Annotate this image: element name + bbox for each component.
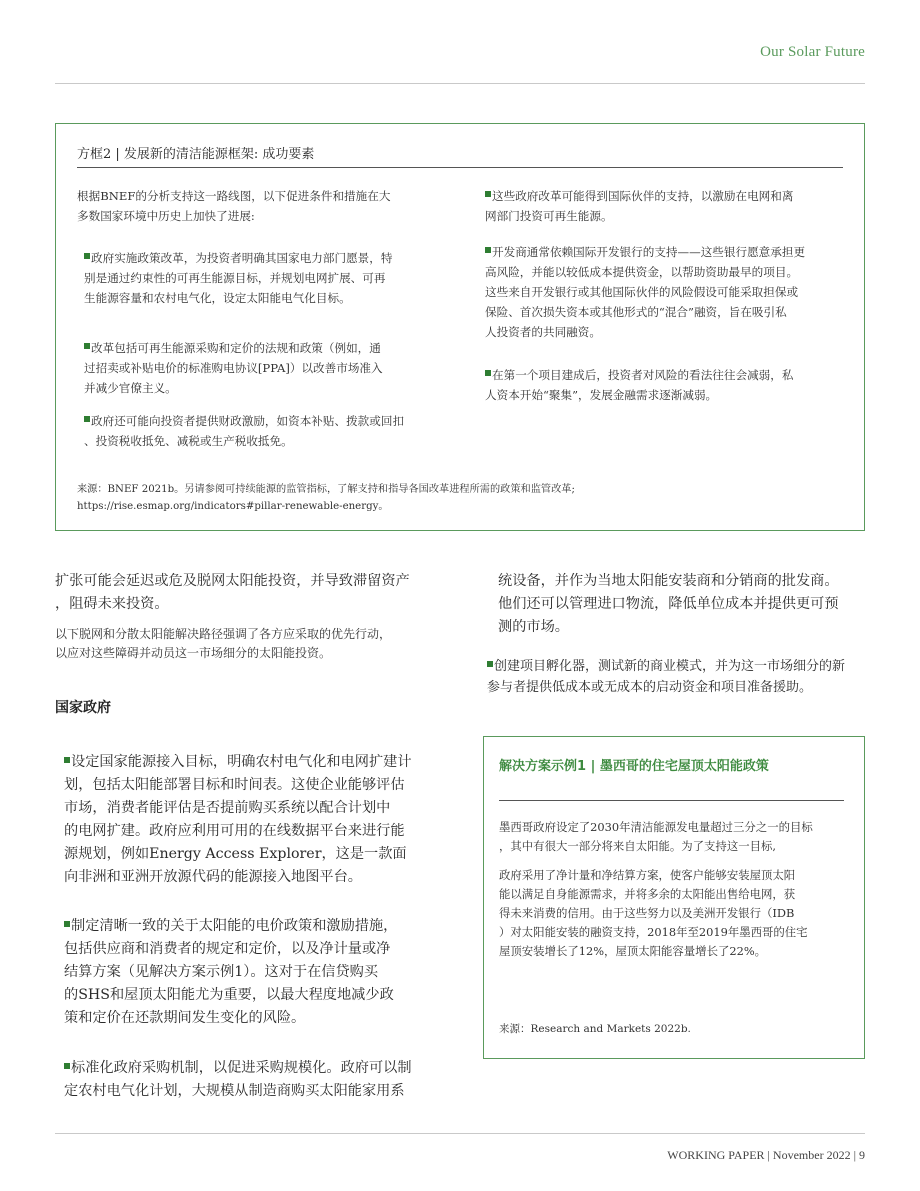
bullet-square-icon bbox=[485, 191, 491, 197]
left-paragraph-2: 以下脱网和分散太阳能解决路径强调了各方应采取的优先行动， 以应对这些障碍并动员这一市场细分的太阳能投资。 bbox=[55, 627, 392, 660]
box2-right-bullet-text: 在第一个项目建成后，投资者对风险的看法往往会减弱，私 人资本开始“聚集”，发展金融需求逐渐减弱。 bbox=[485, 368, 794, 402]
bullet-square-icon bbox=[84, 343, 90, 349]
example1-source: 来源：Research and Markets 2022b. bbox=[499, 1023, 691, 1035]
national-gov-bullet-text: 标准化政府采购机制，以促进采购规模化。政府可以制 定农村电气化计划，大规模从制造商购买太阳能家用系 bbox=[64, 1060, 412, 1099]
bullet-square-icon bbox=[487, 661, 493, 667]
header-divider bbox=[55, 83, 865, 84]
box2-left-bullet bbox=[84, 248, 392, 308]
header-brand: Our Solar Future bbox=[760, 44, 865, 60]
section-heading-national-government: 国家政府 bbox=[55, 700, 111, 716]
bullet-square-icon bbox=[485, 370, 491, 376]
bullet-square-icon bbox=[485, 247, 491, 253]
left-paragraph-1: 扩张可能会延迟或危及脱网太阳能投资，并导致滞留资产 ，阻碍未来投资。 bbox=[55, 573, 410, 612]
box2-right-bullet bbox=[485, 242, 805, 342]
bullet-square-icon bbox=[64, 1063, 70, 1069]
national-gov-bullet-text: 设定国家能源接入目标，明确农村电气化和电网扩建计 划，包括太阳能部署目标和时间表。这使企业能够评估 市场，消费者能评估是否提前购买系统以配合计划中 的电网扩建。政府应利用可用的在线数据平台来进行能 源规划，例如Energy Access Explorer，这是一款面 向非洲和亚洲开放源代码的能源接入地图平台。 bbox=[64, 754, 412, 885]
bullet-square-icon bbox=[64, 921, 70, 927]
right-bullet-text: 创建项目孵化器，测试新的商业模式，并为这一市场细分的新 参与者提供低成本或无成本的启动资金和项目准备援助。 bbox=[487, 659, 846, 695]
footer-divider bbox=[55, 1133, 865, 1134]
example1-paragraph-1: 墨西哥政府设定了2030年清洁能源发电量超过三分之一的目标 ，其中有很大一部分将来自太阳能。为了支持这一目标, bbox=[499, 820, 813, 853]
national-gov-bullet bbox=[64, 1034, 412, 1103]
box2-left-bullet-text: 改革包括可再生能源采购和定价的法规和政策（例如，通 过招卖或补贴电价的标准购电协议[PPA]）以改善市场准入 并减少官僚主义。 bbox=[84, 341, 383, 395]
national-gov-bullet bbox=[64, 892, 397, 1030]
box2-right-bullet-text: 这些政府改革可能得到国际伙伴的支持，以激励在电网和离 网部门投资可再生能源。 bbox=[485, 189, 794, 223]
box2-left-bullet-text: 政府还可能向投资者提供财政激励，如资本补贴、拨款或回扣 、投资税收抵免、减税或生产税收抵免。 bbox=[84, 414, 405, 448]
right-paragraph-continued: 统设备，并作为当地太阳能安装商和分销商的批发商。 他们还可以管理进口物流，降低单位成本并提供更可预 测的市场。 bbox=[498, 573, 839, 635]
bullet-square-icon bbox=[84, 253, 90, 259]
box2-source: 来源：BNEF 2021b。另请参阅可持续能源的监管指标，了解支持和指导各国改革进程所需的政策和监管改革; https://rise.esmap.org/indicators#pillar-renewable-energy。 bbox=[77, 484, 575, 512]
box2-right-bullet bbox=[485, 365, 793, 405]
bullet-square-icon bbox=[84, 416, 90, 422]
box2-right-bullet bbox=[485, 186, 793, 226]
example1-title-divider bbox=[499, 800, 844, 801]
national-gov-bullet-text: 制定清晰一致的关于太阳能的电价政策和激励措施， 包括供应商和消费者的规定和定价，以及净计量或净 结算方案（见解决方案示例1）。这对于在信贷购买 的SHS和屋顶太阳能尤为重要，以最大程度地减少政 策和定价在还款期间发生变化的风险。 bbox=[64, 918, 398, 1026]
box2-title-divider bbox=[77, 167, 843, 168]
box2-intro: 根据BNEF的分析支持这一路线图，以下促进条件和措施在大 多数国家环境中历史上加快了进展: bbox=[77, 189, 391, 223]
box2-left-bullet-text: 政府实施政策改革，为投资者明确其国家电力部门愿景，特 别是通过约束性的可再生能源目标，并规划电网扩展、可再 生能源容量和农村电气化，设定太阳能电气化目标。 bbox=[84, 251, 393, 305]
box2-left-bullet bbox=[84, 411, 404, 451]
box2-title: 方框2 | 发展新的清洁能源框架: 成功要素 bbox=[77, 147, 315, 162]
footer-page-info: WORKING PAPER | November 2022 | 9 bbox=[667, 1148, 865, 1162]
right-bullet bbox=[487, 635, 845, 698]
national-gov-bullet bbox=[64, 728, 412, 889]
example1-paragraph-2: 政府采用了净计量和净结算方案，使客户能够安装屋顶太阳 能以满足自身能源需求，并将多余的太阳能出售给电网，获 得未来消费的信用。由于这些努力以及美洲开发银行（IDB ）对太阳能安装的融资支持，2018年至2019年墨西哥的住宅 屋顶安装增长了12%，屋顶太阳能容量增长了22%。 bbox=[499, 868, 808, 958]
box2-right-bullet-text: 开发商通常依赖国际开发银行的支持——这些银行愿意承担更 高风险，并能以较低成本提供资金，以帮助资助最早的项目。 这些来自开发银行或其他国际伙伴的风险假设可能采取担保或 保险、首次损失资本或其他形式的“混合”融资，旨在吸引私 人投资者的共同融资。 bbox=[485, 245, 806, 339]
bullet-square-icon bbox=[64, 757, 70, 763]
box2-left-bullet bbox=[84, 338, 383, 398]
example1-title: 解决方案示例1 | 墨西哥的住宅屋顶太阳能政策 bbox=[499, 759, 769, 774]
